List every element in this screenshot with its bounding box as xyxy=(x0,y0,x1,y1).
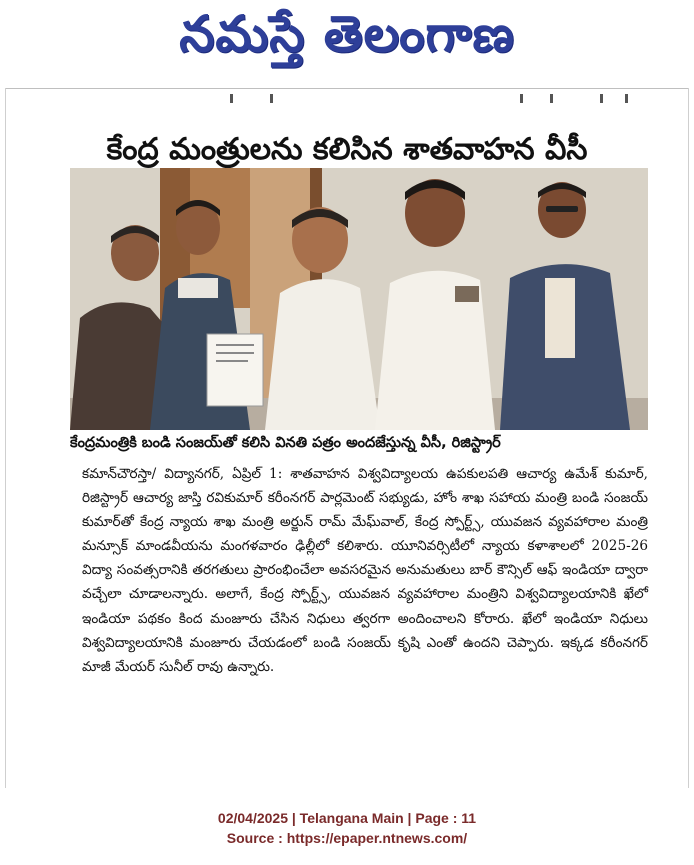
photo-illustration xyxy=(70,168,648,430)
source-url: Source : https://epaper.ntnews.com/ xyxy=(226,830,468,846)
article-headline: కేంద్ర మంత్రులను కలిసిన శాతవాహన వీసీ xyxy=(106,132,588,168)
news-photo xyxy=(70,168,648,430)
clipping-right-border xyxy=(688,88,689,788)
newspaper-masthead xyxy=(0,0,694,80)
text-fragment xyxy=(550,94,553,103)
cut-text-fragments xyxy=(200,92,640,104)
letter-line xyxy=(216,352,254,354)
masthead-title: నమస్తే తెలంగాణ xyxy=(179,4,515,63)
publication-info: 02/04/2025 | Telangana Main | Page : 11 xyxy=(217,810,477,826)
article-body: కమాన్‌చౌరస్తా/ విద్యానగర్, ఏప్రిల్ 1: శాతవాహన విశ్వవిద్యాలయ ఉపకులపతి ఆచార్య ఉమేశ్ కుమార్, రిజిస్ట్రార్ ఆచార్య జాస్తి రవికుమార్ కరీంనగర్ పార్లమెంట్ సభ్యుడు, హోం శాఖ సహాయ మంత్రి బండి సంజయ్ కుమార్‌తో కేంద్ర న్యాయ శాఖ మంత్రి అర్జున్ రామ్ మేఘ్‌వాల్, కేంద్ర స్పోర్ట్స్, యువజన వ్యవహారాల మంత్రి మన్సూక్ మాండవీయను మంగళవారం ఢిల్లీలో కలిశారు. యూనివర్సిటీలో న్యాయ కళాశాలలో 2025-26 విద్యా సంవత్సరానికి తరగతులు ప్రారంభించేలా అవసరమైన అనుమతులు బార్ కౌన్సిల్ ఆఫ్ ఇండియా ద్వారా వచ్చేలా చూడాలన్నారు. అలాగే, కేంద్ర స్పోర్ట్స్, యువజన వ్యవహారాల మంత్రిని విశ్వవిద్యాలయానికి ఖేలో ఇండియా పథకం కింద మంజూరు చేసిన నిధులు త్వరగా అందించాలని కోరారు. ఖేలో ఇండియా నిధులు విశ్వవిద్యాలయానికి మంజూరు చేయడంలో బండి సంజయ్ కృషి ఎంతో ఉందని చెప్పారు. ఇక్కడ కరీంనగర్ మాజీ మేయర్ సునీల్ రావు ఉన్నారు. xyxy=(82,466,648,675)
text-fragment xyxy=(600,94,603,103)
text-fragment xyxy=(625,94,628,103)
photo-caption: కేంద్రమంత్రికి బండి సంజయ్‌తో కలిసి వినతి పత్రం అందజేస్తున్న వీసీ, రిజిస్ట్రార్ xyxy=(70,435,501,451)
text-fragment xyxy=(230,94,233,103)
letter-line xyxy=(216,360,248,362)
text-fragment xyxy=(270,94,273,103)
clipping-top-border xyxy=(5,88,689,89)
letter-line xyxy=(216,344,254,346)
text-fragment xyxy=(520,94,523,103)
clipping-left-border xyxy=(5,88,6,788)
